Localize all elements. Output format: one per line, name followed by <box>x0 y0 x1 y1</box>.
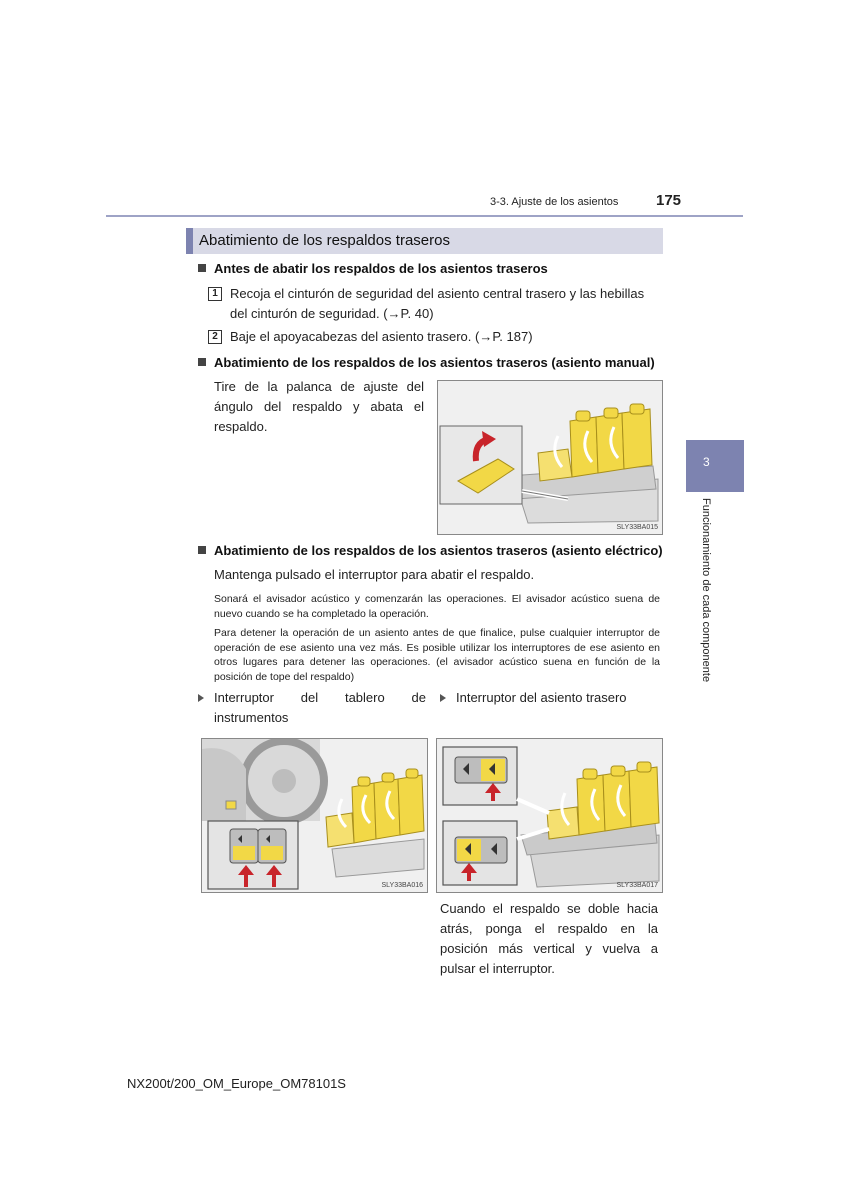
step-number-box: 1 <box>208 287 222 301</box>
bullet-heading-manual <box>198 355 655 370</box>
sub-bullet-rear-switch <box>440 688 662 708</box>
chapter-title-vertical: Funcionamiento de cada componente <box>700 498 712 683</box>
dashboard-switch-illustration <box>202 739 428 893</box>
section-title-bar <box>186 228 663 254</box>
step-item <box>208 327 660 347</box>
sub-bullet-text: Interruptor del tablero de instrumentos <box>214 690 426 725</box>
figure-rear-seat-switch <box>436 738 663 893</box>
running-header-section: 3-3. Ajuste de los asientos <box>490 196 619 208</box>
chapter-tab <box>686 440 744 492</box>
bullet-heading-electric <box>198 543 663 558</box>
square-bullet-icon <box>198 264 206 272</box>
square-bullet-icon <box>198 546 206 554</box>
figure-dashboard-switch <box>201 738 428 893</box>
heading-text: Abatimiento de los respaldos de los asientos traseros (asiento eléctrico) <box>214 543 663 558</box>
section-title: Abatimiento de los respaldos traseros <box>199 232 450 249</box>
figure-manual-lever <box>437 380 663 535</box>
manual-seat-illustration <box>438 381 663 535</box>
square-bullet-icon <box>198 358 206 366</box>
electric-note-2: Para detener la operación de un asiento antes de que finalice, pulse cualquier interruptor de operación de ese asiento una vez más. Es posible utilizar los interruptores de ese asiento en otros lugares para detener las operaciones. (el avisador acústico suena en función de la posición de tope del respaldo) <box>214 627 660 683</box>
manual-instruction: Tire de la palanca de ajuste del ángulo del respaldo y abata el respaldo. <box>214 379 424 434</box>
document-code-footer: NX200t/200_OM_Europe_OM78101S <box>127 1076 346 1091</box>
figure-code: SLY33BA015 <box>616 524 658 531</box>
sub-bullet-dashboard <box>198 688 426 728</box>
step-text: Baje el apoyacabezas del asiento trasero. (→P. 187) <box>230 329 533 344</box>
step-item <box>208 284 660 324</box>
figure-code: SLY33BA016 <box>381 882 423 889</box>
electric-note-1: Sonará el avisador acústico y comenzarán las operaciones. El avisador acústico suena de nuevo cuando se ha completado la operación. <box>214 593 660 620</box>
step-number-box: 2 <box>208 330 222 344</box>
electric-instruction: Mantenga pulsado el interruptor para abatir el respaldo. <box>214 567 535 582</box>
step-text: Recoja el cinturón de seguridad del asiento central trasero y las hebillas del cinturón de seguridad. (→P. 40) <box>230 286 645 321</box>
after-fold-instruction: Cuando el respaldo se doble hacia atrás, ponga el respaldo en la posición más vertical y vuelva a pulsar el interruptor. <box>440 901 658 976</box>
figure-code: SLY33BA017 <box>616 882 658 889</box>
bullet-heading-before <box>198 261 548 276</box>
heading-text: Antes de abatir los respaldos de los asientos traseros <box>214 261 548 276</box>
triangle-bullet-icon <box>440 694 446 702</box>
rear-switch-illustration <box>437 739 663 893</box>
page-number: 175 <box>656 192 682 209</box>
sub-bullet-text: Interruptor del asiento trasero <box>456 690 627 705</box>
header-rule <box>106 215 743 217</box>
chapter-number: 3 <box>703 455 710 469</box>
triangle-bullet-icon <box>198 694 204 702</box>
heading-text: Abatimiento de los respaldos de los asientos traseros (asiento manual) <box>214 355 655 370</box>
